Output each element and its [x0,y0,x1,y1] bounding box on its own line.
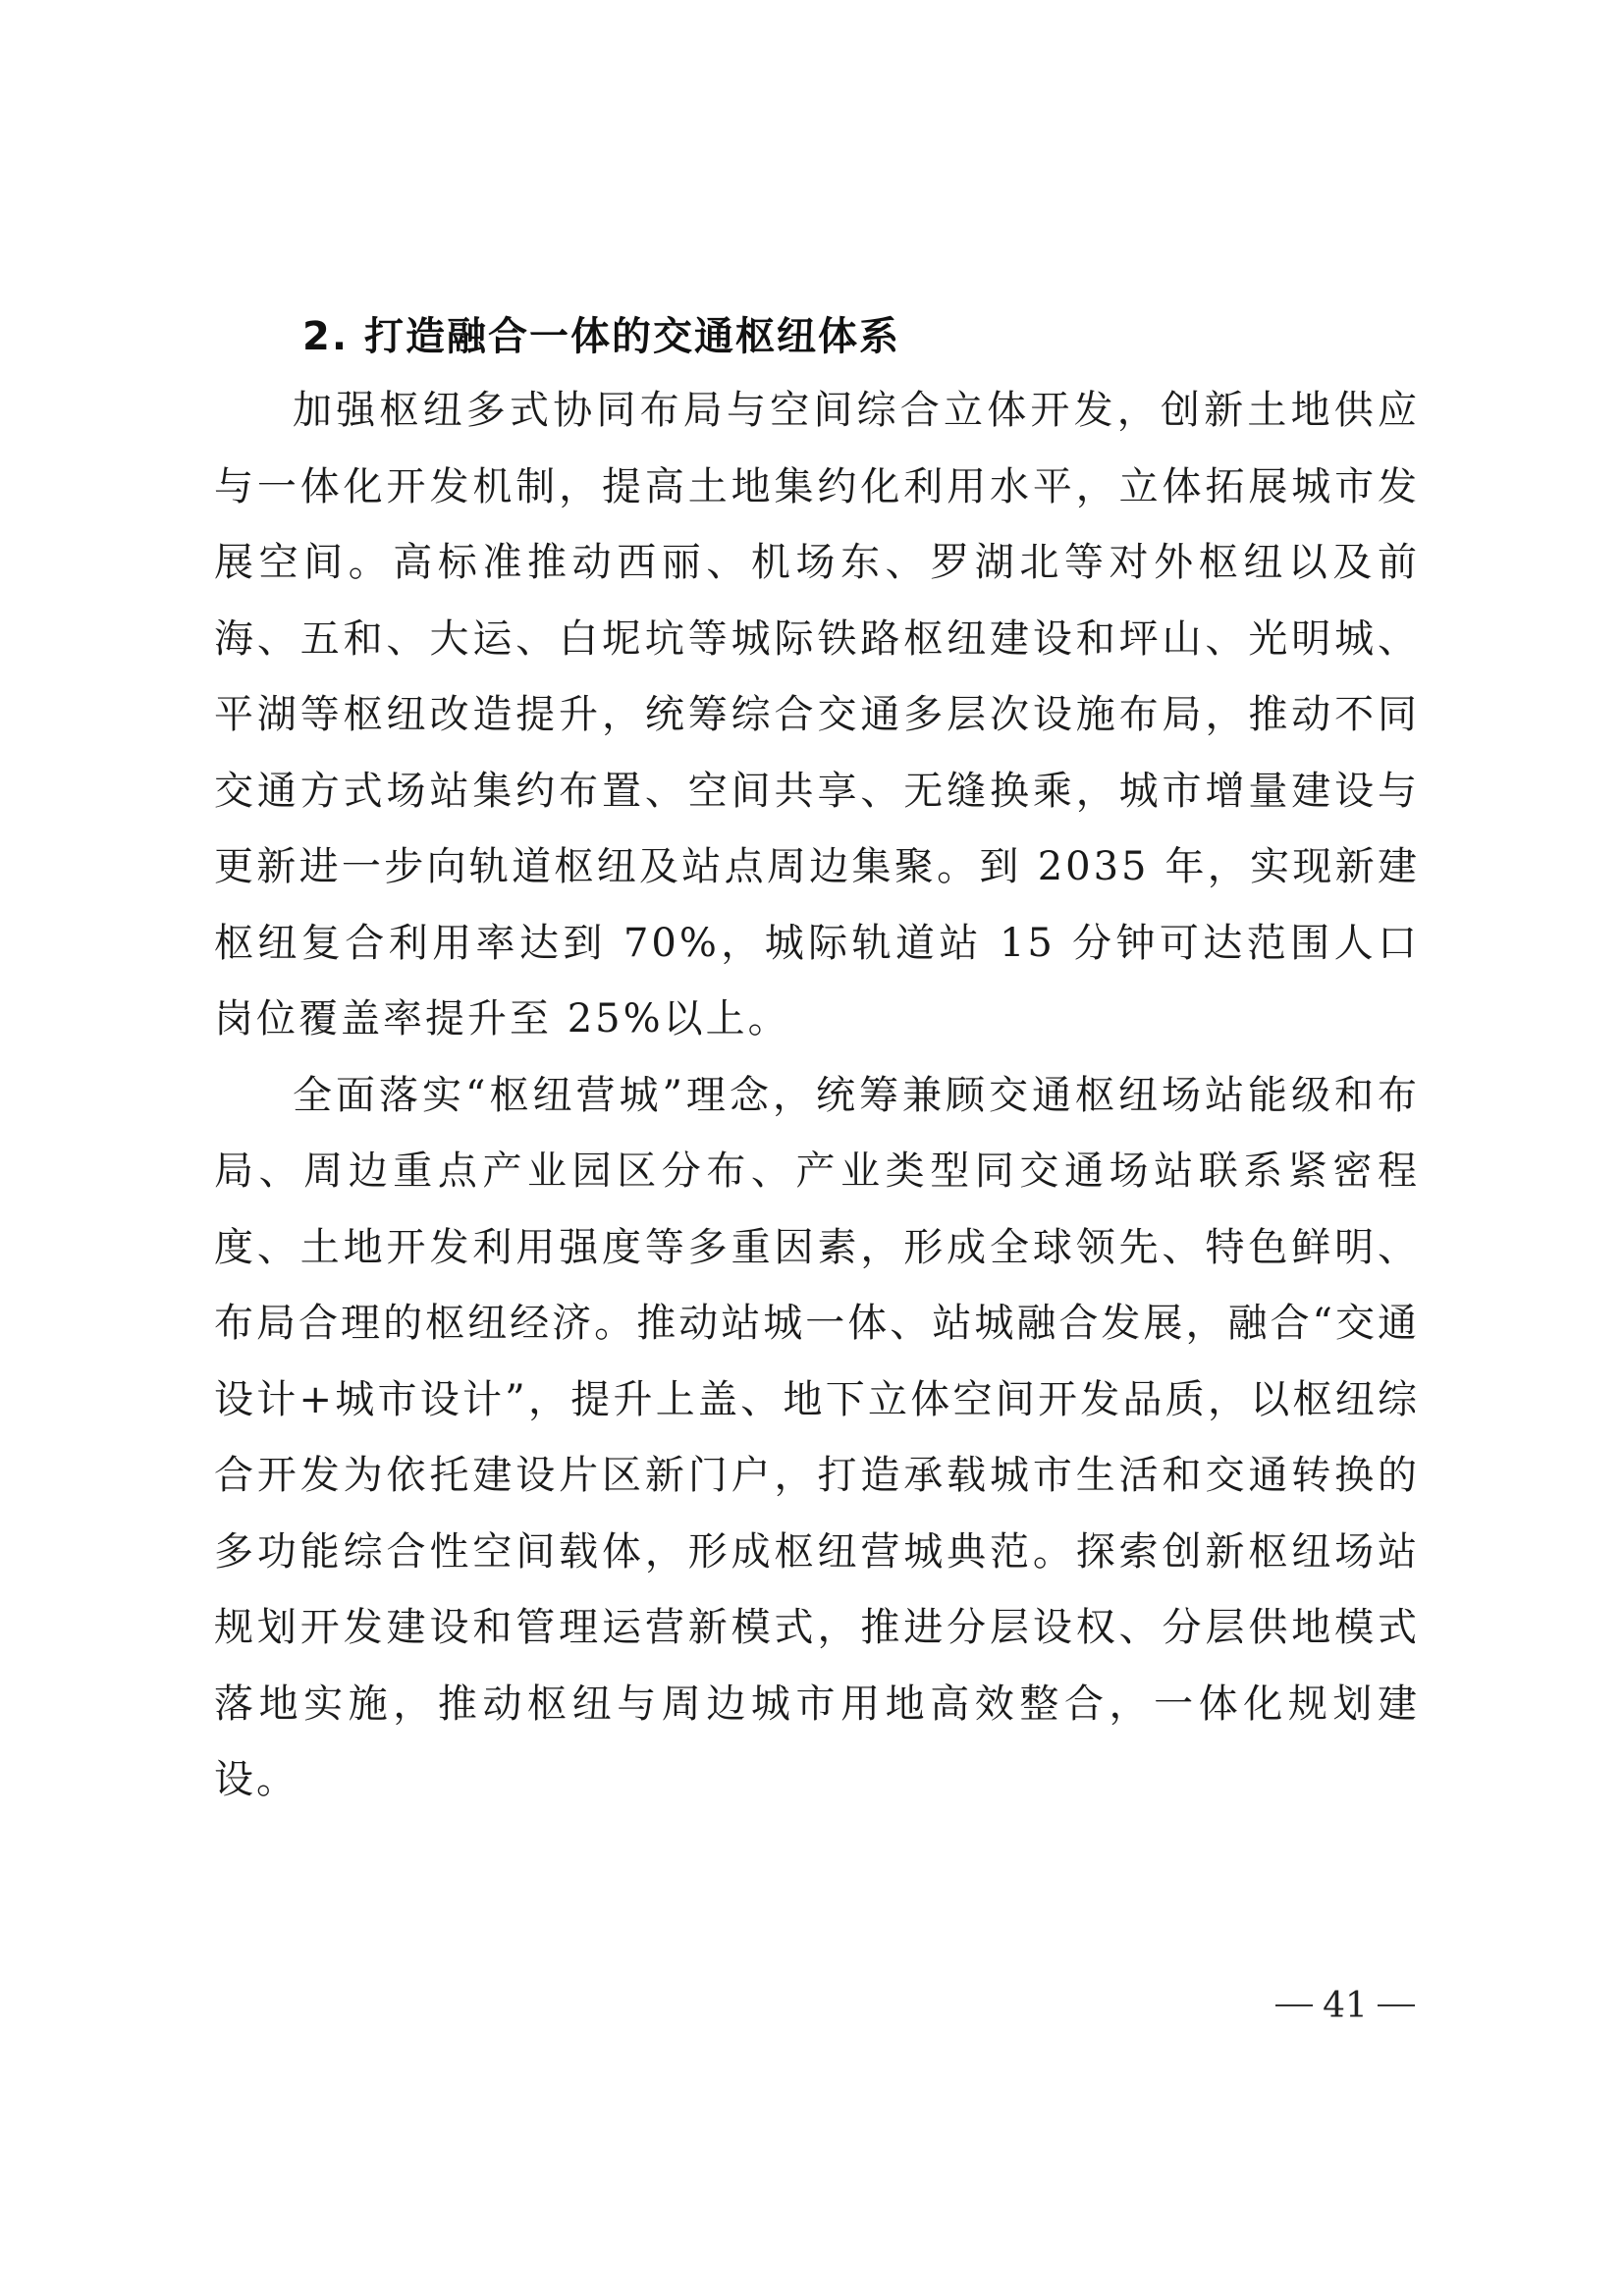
paragraph-hub-city-building: 全面落实“枢纽营城”理念，统筹兼顾交通枢纽场站能级和布局、周边重点产业园区分布、产业类型同交通场站联系紧密程度、土地开发利用强度等多重因素，形成全球领先、特色鲜明、布局合理的枢纽经济。推动站城一体、站城融合发展，融合“交通设计+城市设计”，提升上盖、地下立体空间开发品质，以枢纽综合开发为依托建设片区新门户，打造承载城市生活和交通转换的多功能综合性空间载体，形成枢纽营城典范。探索创新枢纽场站规划开发建设和管理运营新模式，推进分层设权、分层供地模式落地实施，推动枢纽与周边城市用地高效整合，一体化规划建设。 [214,1072,1420,1802]
body-text [214,373,1420,1819]
paragraph-hub-layout: 加强枢纽多式协同布局与空间综合立体开发，创新土地供应与一体化开发机制，提高土地集约化利用水平，立体拓展城市发展空间。高标准推动西丽、机场东、罗湖北等对外枢纽以及前海、五和、大运、白坭坑等城际铁路枢纽建设和坪山、光明城、平湖等枢纽改造提升，统筹综合交通多层次设施布局，推动不同交通方式场站集约布置、空间共享、无缝换乘，城市增量建设与更新进一步向轨道枢纽及站点周边集聚。到 2035 年，实现新建枢纽复合利用率达到 70%，城际轨道站 15 分钟可达范围人口岗位覆盖率提升至 25%以上。 [214,388,1420,1041]
page-number: 41 [1323,1985,1368,2026]
right-dash [1378,2004,1415,2006]
section-heading: 2. 打造融合一体的交通枢纽体系 [302,314,900,359]
page-number-footer [1267,1981,1424,2030]
left-dash [1275,2004,1313,2006]
